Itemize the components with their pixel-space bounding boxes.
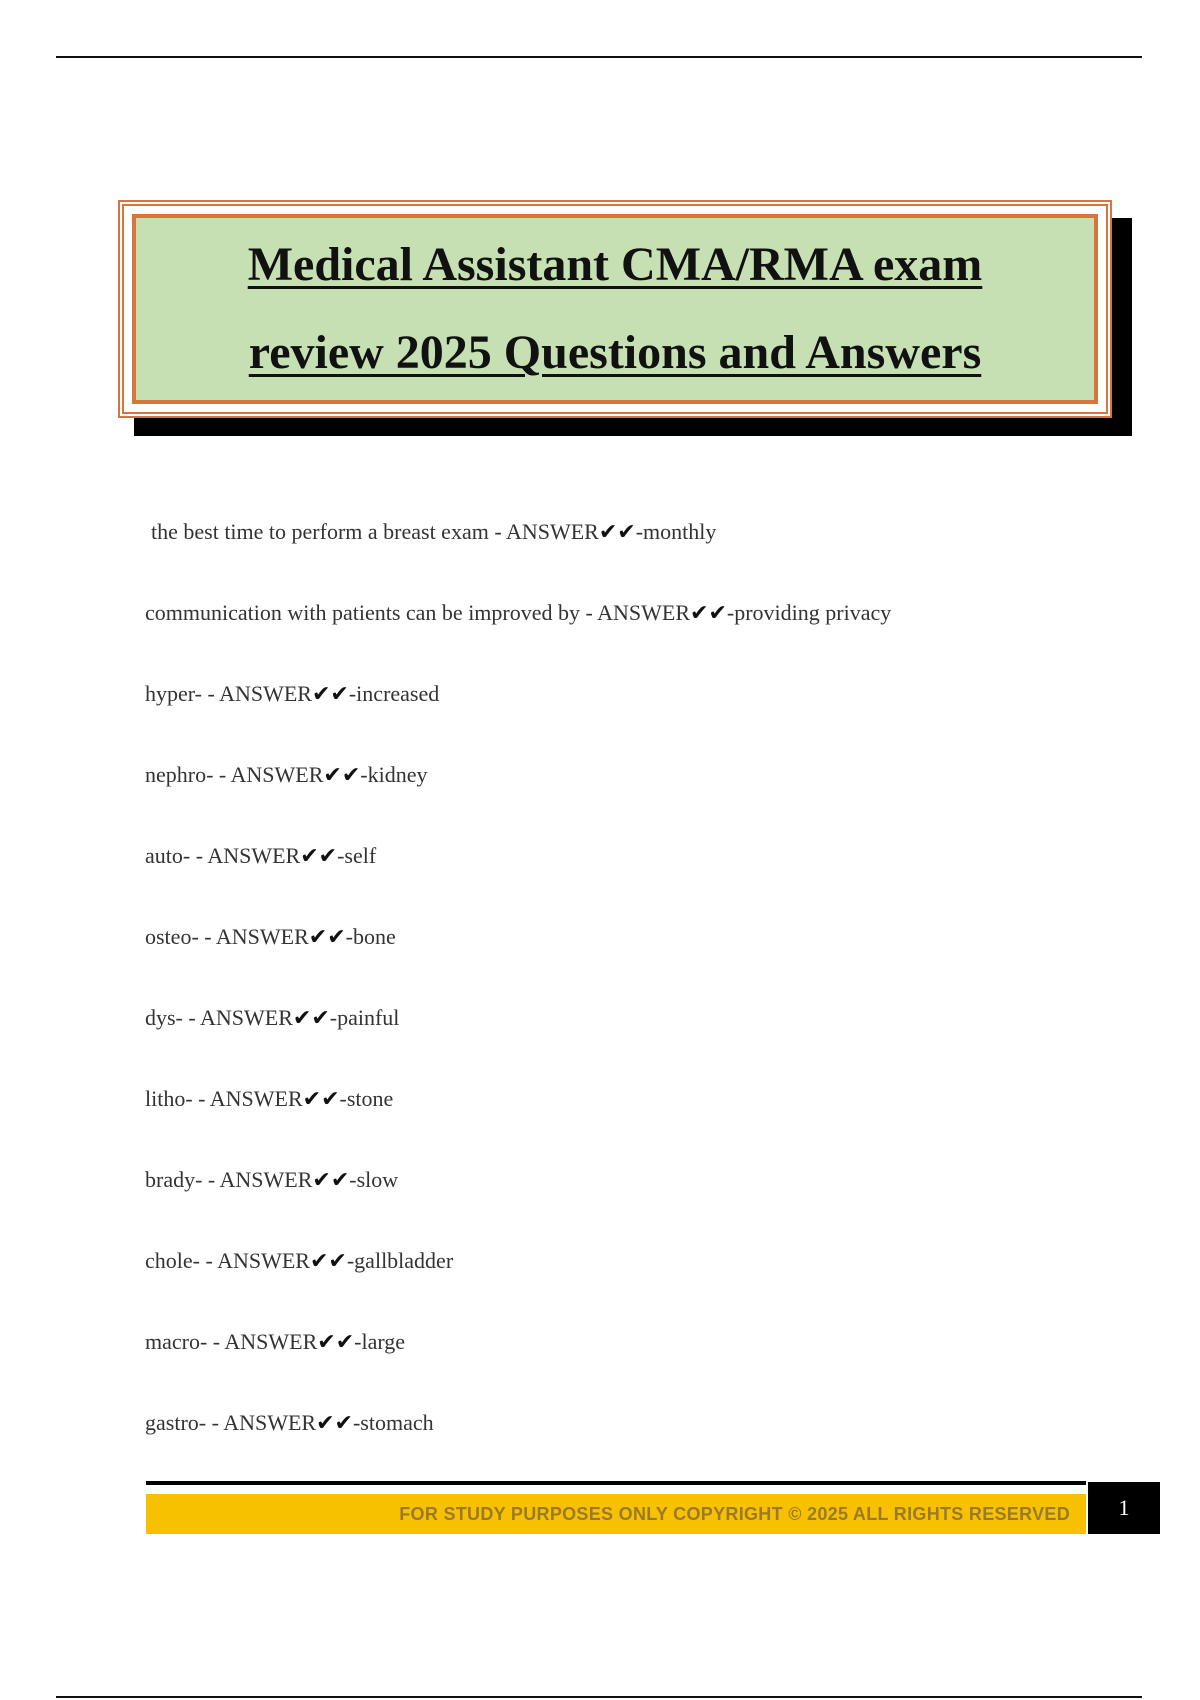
answer-marker: ANSWER [217, 1248, 310, 1273]
qa-answer: -self [337, 843, 377, 868]
qa-item [145, 1077, 1145, 1158]
check-icon: ✔✔ [323, 763, 361, 788]
qa-prompt: macro- - [145, 1329, 225, 1354]
answer-marker: ANSWER [219, 681, 312, 706]
title-box [118, 200, 1112, 418]
answer-marker: ANSWER [215, 924, 309, 949]
answer-marker: ANSWER [209, 1086, 303, 1111]
qa-answer: -stone [339, 1086, 394, 1111]
qa-answer: -painful [329, 1005, 400, 1030]
check-icon: ✔✔ [311, 682, 349, 707]
qa-prompt: dys- - [145, 1005, 200, 1030]
qa-prompt: communication with patients can be improved by - [145, 600, 598, 625]
answer-marker: ANSWER [224, 1329, 318, 1354]
qa-prompt: auto- - [145, 843, 208, 868]
qa-answer: -bone [345, 924, 396, 949]
qa-answer: -gallbladder [346, 1248, 454, 1273]
check-icon: ✔✔ [292, 1006, 330, 1031]
top-rule [56, 56, 1142, 58]
answer-marker: ANSWER [223, 1410, 317, 1435]
title-box-inner [132, 214, 1098, 404]
check-icon: ✔✔ [598, 520, 636, 545]
qa-item [145, 1239, 1145, 1320]
check-icon: ✔✔ [302, 1087, 340, 1112]
qa-prompt: brady- - [145, 1167, 220, 1192]
check-icon: ✔✔ [690, 601, 727, 626]
footer-copyright: FOR STUDY PURPOSES ONLY COPYRIGHT © 2025 ALL RIGHTS RESERVED [399, 1503, 1070, 1524]
qa-answer: -stomach [352, 1410, 434, 1435]
qa-item [145, 672, 1145, 753]
qa-prompt: litho- - [145, 1086, 210, 1111]
check-icon: ✔✔ [300, 844, 338, 869]
answer-marker: ANSWER [207, 843, 301, 868]
qa-item [145, 996, 1145, 1077]
qa-prompt: hyper- - [145, 681, 220, 706]
qa-answer: -monthly [635, 519, 717, 544]
qa-item [145, 834, 1145, 915]
qa-item [145, 591, 1145, 672]
qa-answer: -slow [349, 1167, 399, 1192]
answer-marker: ANSWER [230, 762, 324, 787]
qa-prompt: nephro- - [145, 762, 231, 787]
answer-marker: ANSWER [219, 1167, 313, 1192]
qa-item [145, 1320, 1145, 1401]
qa-answer: -providing privacy [726, 600, 892, 625]
qa-prompt: chole- - [145, 1248, 218, 1273]
title-line-1: Medical Assistant CMA/RMA exam [247, 238, 983, 291]
qa-item [145, 915, 1145, 996]
answer-marker: ANSWER [505, 519, 599, 544]
check-icon: ✔✔ [308, 925, 346, 950]
qa-item [145, 1158, 1145, 1239]
page-number: 1 [1088, 1482, 1160, 1534]
check-icon: ✔✔ [316, 1411, 353, 1436]
qa-item [145, 1401, 1145, 1482]
footer-banner [146, 1494, 1086, 1534]
qa-prompt: gastro- - [145, 1410, 224, 1435]
bottom-rule [56, 1696, 1142, 1698]
qa-answer: -kidney [360, 762, 428, 787]
qa-answer: -increased [348, 681, 440, 706]
qa-answer: -large [354, 1329, 406, 1354]
qa-item [145, 510, 1145, 591]
qa-list [145, 510, 1145, 1482]
qa-prompt: osteo- - [145, 924, 216, 949]
footer-rule [146, 1481, 1086, 1485]
answer-marker: ANSWER [200, 1005, 293, 1030]
answer-marker: ANSWER [597, 600, 691, 625]
qa-prompt: the best time to perform a breast exam - [151, 519, 506, 544]
check-icon: ✔✔ [317, 1330, 355, 1355]
qa-item [145, 753, 1145, 834]
title-line-2: review 2025 Questions and Answers [248, 326, 982, 379]
check-icon: ✔✔ [312, 1168, 350, 1193]
check-icon: ✔✔ [309, 1249, 347, 1274]
